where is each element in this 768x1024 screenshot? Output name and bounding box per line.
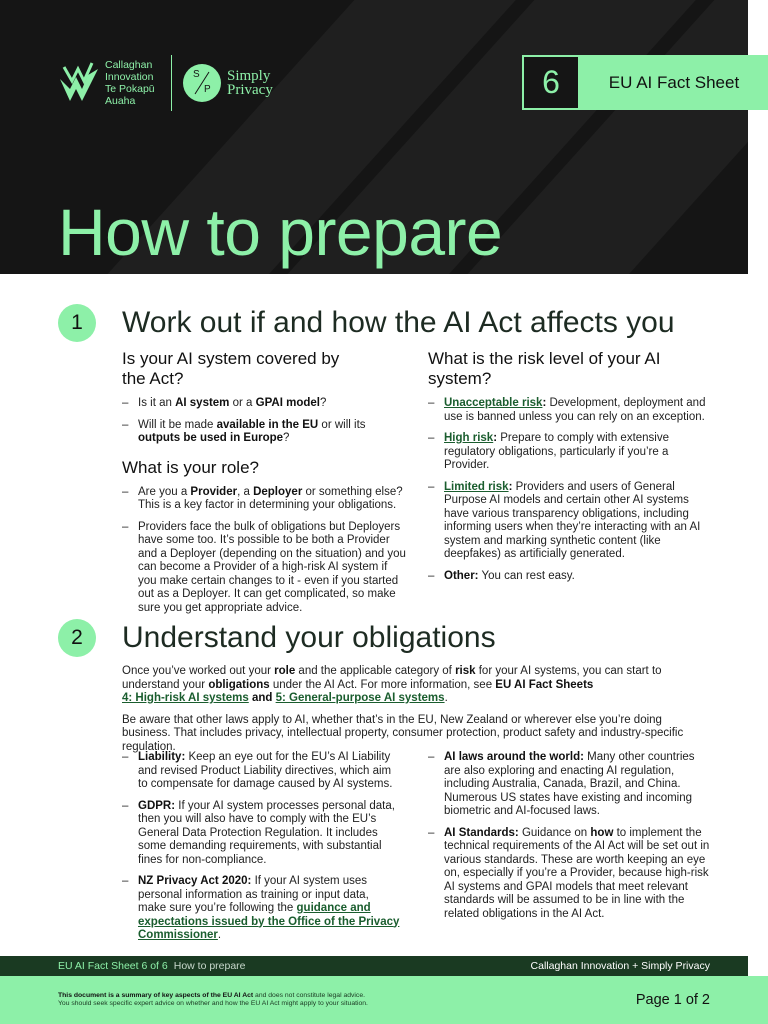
list-item: – Is it an AI system or a GPAI model? (122, 397, 407, 411)
obligations-left-list (122, 751, 400, 943)
sp-initial-s: S (193, 69, 200, 80)
callaghan-innovation-wordmark (105, 59, 163, 107)
risk-list (428, 397, 708, 583)
partner-logos (58, 55, 273, 111)
risk-heading: What is the risk level of your AI system? (428, 349, 661, 388)
covered-column (122, 349, 407, 623)
footer-bar (0, 956, 748, 976)
step-number-1: 1 (58, 304, 96, 342)
obligations-right-list (428, 751, 710, 921)
logo-divider (171, 55, 172, 111)
fact-sheet-5-link[interactable]: 5: General-purpose AI systems (275, 692, 445, 704)
list-item: – Unacceptable risk: Development, deployment and use is banned unless you can rely on an exception. (428, 397, 708, 424)
list-item: – Will it be made available in the EU or will its outputs be used in Europe? (122, 419, 407, 446)
intro-paragraph: Once you’ve worked out your role and the applicable category of risk for your AI systems, you can start to understand your obligations under the AI Act. For more information, see EU AI Fact Sheets 4: High-risk AI systems and 5: General-purpose AI systems. (122, 665, 662, 704)
org1-line: Callaghan (105, 59, 153, 71)
hero-banner (0, 0, 748, 274)
footer-disclaimer-area (0, 976, 768, 1024)
org1-line: Te Pokapū (105, 83, 155, 95)
org2-line: Simply (227, 68, 271, 84)
simply-privacy-wordmark (227, 69, 273, 97)
org2-line: Privacy (227, 82, 273, 98)
fact-sheet-number: 6 (524, 57, 578, 108)
list-item: – High risk: Prepare to comply with extensive regulatory obligations, particularly if you’re a Provider. (428, 432, 708, 473)
privacy-commissioner-guidance-link[interactable]: guidance and expectations issued by the Office of the Privacy Commissioner (138, 902, 400, 941)
list-item: – Other: You can rest easy. (428, 570, 708, 584)
section-title: Understand your obligations (122, 621, 496, 654)
list-item: – Limited risk: Providers and users of General Purpose AI models and certain other AI systems have various transparency obligations, including informing users when they’re interacting with an AI system and marking synthetic content (like deepfakes) as artificially generated. (428, 481, 708, 562)
list-item: – Are you a Provider, a Deployer or something else? This is a key factor in determining your obligations. (122, 486, 407, 513)
high-risk-link[interactable]: High risk (444, 432, 494, 444)
role-list (122, 486, 407, 616)
role-heading: What is your role? (122, 457, 259, 477)
list-item: – Providers face the bulk of obligations but Deployers have some too. It’s possible to be both a Provider and a Deployer (depending on the situation) and you can become a Provider of a high-risk AI system if you make certain changes to it - even if you started out as a Deployer. It can get complicated, so make sure you get appropriate advice. (122, 521, 407, 616)
page-title: How to prepare (58, 195, 503, 269)
obligations-intro (122, 665, 712, 754)
legal-disclaimer: This document is a summary of key aspects of the EU AI Act and does not constitute legal advice. You should seek specific expert advice on whether and how the EU AI Act might apply to your situation. (58, 992, 368, 1007)
section-title: Work out if and how the AI Act affects you (122, 306, 675, 339)
simply-privacy-logo-icon (183, 64, 221, 102)
covered-heading: Is your AI system covered by the Act? (122, 349, 340, 388)
sp-initial-p: P (204, 84, 211, 95)
list-item: – AI Standards: Guidance on how to implement the technical requirements of the AI Act will be set out in various standards. These are worth keeping an eye on, especially if you’re a Provider, because high-risk AI systems and GPAI models that meet relevant standards will be assumed to be in line with the related obligations in the AI Act. (428, 827, 710, 922)
obligations-left-column (122, 751, 400, 951)
callaghan-innovation-logo-icon (58, 61, 100, 105)
fact-sheet-4-link[interactable]: 4: High-risk AI systems (122, 692, 249, 704)
step-number-2: 2 (58, 619, 96, 657)
fact-sheet-label: EU AI Fact Sheet (608, 72, 740, 92)
other-laws-paragraph: Be aware that other laws apply to AI, whether that’s in the EU, New Zealand or wherever else you’re doing business. That includes privacy, intellectual property, consumer protection, product safety and industry-specific regulation. (122, 713, 684, 753)
footer-sheet: EU AI Fact Sheet 6 of 6 (58, 960, 168, 972)
list-item: – GDPR: If your AI system processes personal data, then you will also have to comply with the EU’s General Data Protection Regulation. It includes some demanding requirements, with substantial fines for non-compliance. (122, 800, 400, 868)
risk-column (428, 349, 708, 591)
org1-line: Auaha (105, 95, 136, 107)
obligations-right-column (428, 751, 710, 929)
list-item: – AI laws around the world: Many other countries are also exploring and enacting AI regulation, including Australia, Canada, Brazil, and China. Numerous US states have existing and incoming biometric and AI-focused laws. (428, 751, 710, 819)
fact-sheet-badge (522, 55, 768, 110)
page-number: Page 1 of 2 (635, 992, 710, 1008)
footer-sheet-info (58, 960, 246, 972)
list-item: – Liability: Keep an eye out for the EU’s AI Liability and revised Product Liability directives, which aim to compensate for damage caused by AI systems. (122, 751, 400, 792)
org1-line: Innovation (105, 71, 154, 83)
covered-list (122, 397, 407, 446)
sp-slash-icon (183, 64, 221, 102)
list-item: – NZ Privacy Act 2020: If your AI system uses personal information as training or input data, make sure you’re following the guidance and expectations issued by the Office of the Privacy Commissioner. (122, 875, 400, 943)
unacceptable-risk-link[interactable]: Unacceptable risk (444, 397, 543, 409)
limited-risk-link[interactable]: Limited risk (444, 480, 509, 493)
footer-partners: Callaghan Innovation + Simply Privacy (530, 960, 710, 972)
footer-topic: How to prepare (173, 960, 246, 972)
